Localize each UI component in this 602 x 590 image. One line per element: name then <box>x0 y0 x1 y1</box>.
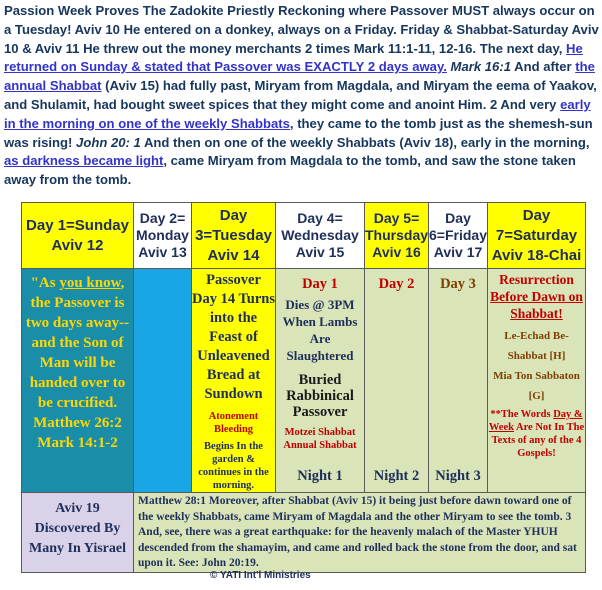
intro-ref: Mark 16:1 <box>446 59 511 75</box>
intro-text: , they came to the tomb just as the shemesh-sun was rising! <box>4 115 593 150</box>
copyright: © YATI Int'l Ministries <box>210 570 311 581</box>
header-day-3: Day 3=Tuesday Aviv 14 <box>192 203 276 269</box>
intro-text: , came Miryam from Magdala to the tomb, and saw the stone taken away from the tomb. <box>4 153 576 188</box>
intro-underline: the annual Shabbat <box>4 59 595 94</box>
cell-day-6: Day 3 Night 3 <box>429 269 488 493</box>
cell-day-2 <box>134 269 192 493</box>
cell-day-4: Day 1 Dies @ 3PM When Lambs Are Slaughtered Buried Rabbinical Passover Motzei Shabbat Annual Shabbat Night 1 <box>276 269 365 493</box>
cell-aviv-19: Aviv 19 Discovered By Many In Yisrael <box>22 493 134 573</box>
intro-text: Passion Week Proves The Zadokite Priestly Reckoning where Passover MUST always occur on a Tuesday! Aviv 10 He entered on a donkey, always on a Friday. Friday & Shabbat-Saturday Aviv 10 & Aviv 11 He threw out the money merchants 2 times Mark 11:1-11, 12-16. The next day, <box>4 3 599 56</box>
intro-underline: as darkness became light <box>4 153 164 169</box>
intro-paragraph <box>4 2 600 190</box>
header-day-5: Day 5= Thursday Aviv 16 <box>365 203 429 269</box>
header-day-2: Day 2= Monday Aviv 13 <box>134 203 192 269</box>
passion-week-table <box>21 202 586 573</box>
discovery-row <box>22 493 586 573</box>
header-day-6: Day 6=Friday Aviv 17 <box>429 203 488 269</box>
cell-day-1: "As you know, the Passover is two days away--and the Son of Man will be handed over to be crucified. Matthew 26:2 Mark 14:1-2 <box>22 269 134 493</box>
body-row <box>22 269 586 493</box>
header-day-7: Day 7=Saturday Aviv 18-Chai <box>488 203 586 269</box>
cell-day-3: Passover Day 14 Turns into the Feast of Unleavened Bread at Sundown Atonement Bleeding Begins In the garden & continues in the morning. <box>192 269 276 493</box>
intro-text: (Aviv 15) had fully past, Miryam from Magdala, and Miryam the eema of Yaakov, and Shulamit, had bought sweet spices that they might come and anoint Him. 2 And very <box>4 78 597 112</box>
intro-text: And after <box>510 59 576 75</box>
intro-text: And then on one of the weekly Shabbats (Aviv 18), early in the morning, <box>140 134 590 150</box>
intro-underline: early in the morning on one of the weekly Shabbats <box>4 96 591 131</box>
header-day-4: Day 4= Wednesday Aviv 15 <box>276 203 365 269</box>
intro-underline: He returned on Sunday & stated that Passover was EXACTLY 2 days away. <box>4 40 583 75</box>
cell-matthew-28: Matthew 28:1 Moreover, after Shabbat (Aviv 15) it being just before dawn toward one of the weekly Shabbats, came Miryam of Magdala and the other Miryam to see the tomb. 3 And, see, there was a great earthquake: for the heavenly malach of the Master YHUH descended from the shamayim, and came and rolled back the stone from the door, and sat upon it. See: John 20:19. <box>134 493 586 573</box>
header-day-1: Day 1=Sunday Aviv 12 <box>22 203 134 269</box>
cell-day-5: Day 2 Night 2 <box>365 269 429 493</box>
cell-day-7: Resurrection Before Dawn on Shabbat! Le-Echad Be-Shabbat [H] Mia Ton Sabbaton [G] **The Words Day & Week Are Not In The Texts of any of the 4 Gospels! <box>488 269 586 493</box>
intro-ref: John 20: 1 <box>76 134 141 150</box>
header-row <box>22 203 586 269</box>
